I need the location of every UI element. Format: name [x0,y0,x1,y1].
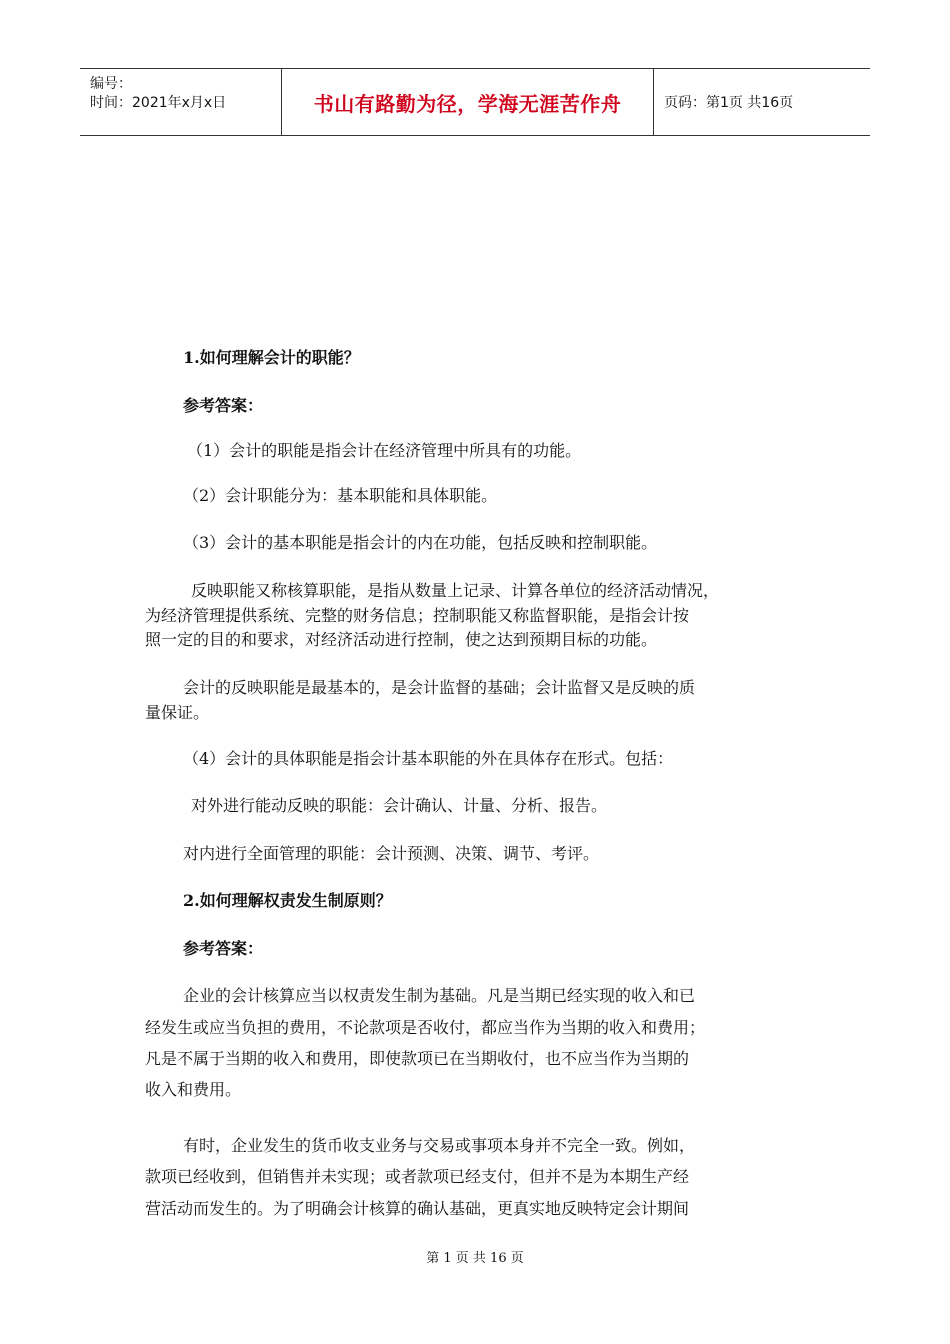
q2-paragraph-1-line-4: 收入和费用。 [145,1080,242,1099]
header-motto: 书山有路勤为径，学海无涯苦作舟 [313,91,622,116]
q1-paragraph-6: （4）会计的具体职能是指会计基本职能的外在具体存在形式。包括： [183,749,674,768]
q2-paragraph-1-line-2: 经发生或应当负担的费用，不论款项是否收付，都应当作为当期的收入和费用； [145,1018,706,1037]
q1-paragraph-4-line-1: 反映职能又称核算职能，是指从数量上记录、计算各单位的经济活动情况， [191,581,720,600]
q2-paragraph-2-line-2: 款项已经收到，但销售并未实现；或者款项已经支付，但并不是为本期生产经 [145,1167,690,1186]
q1-paragraph-4-line-2: 为经济管理提供系统、完整的财务信息；控制职能又称监督职能，是指会计按 [145,606,690,625]
q1-paragraph-4-line-3: 照一定的目的和要求，对经济活动进行控制，使之达到预期目标的功能。 [145,630,658,649]
q1-paragraph-5-line-1: 会计的反映职能是最基本的，是会计监督的基础；会计监督又是反映的质 [183,678,696,697]
header-page-info: 页码：第1页 共16页 [664,95,794,111]
q1-paragraph-7: 对外进行能动反映的职能：会计确认、计量、分析、报告。 [191,796,608,815]
q1-paragraph-5-line-2: 量保证。 [145,703,210,722]
q1-paragraph-8: 对内进行全面管理的职能：会计预测、决策、调节、考评。 [183,844,600,863]
document-date: 时间：2021年x月x日 [90,95,227,111]
header-meta [80,69,282,135]
question-1-title: 1.如何理解会计的职能？ [183,348,360,367]
q1-paragraph-3: （3）会计的基本职能是指会计的内在功能，包括反映和控制职能。 [183,533,658,552]
document-number-label: 编号： [90,76,132,92]
q2-paragraph-1-line-1: 企业的会计核算应当以权责发生制为基础。凡是当期已经实现的收入和已 [183,986,696,1005]
header-motto-cell [282,69,654,135]
question-2-title: 2.如何理解权责发生制原则？ [183,891,392,910]
question-1-answer-label: 参考答案： [183,396,264,415]
q2-paragraph-2-line-1: 有时，企业发生的货币收支业务与交易或事项本身并不完全一致。例如， [183,1136,696,1155]
q2-paragraph-1-line-3: 凡是不属于当期的收入和费用，即使款项已在当期收付，也不应当作为当期的 [145,1049,690,1068]
page-footer: 第 1 页 共 16 页 [426,1251,524,1266]
q2-paragraph-2-line-3: 营活动而发生的。为了明确会计核算的确认基础，更真实地反映特定会计期间 [145,1199,690,1218]
question-2-answer-label: 参考答案： [183,939,264,958]
q1-paragraph-2: （2）会计职能分为：基本职能和具体职能。 [183,486,498,505]
page-header [80,68,870,136]
q1-paragraph-1: （1）会计的职能是指会计在经济管理中所具有的功能。 [187,441,582,460]
